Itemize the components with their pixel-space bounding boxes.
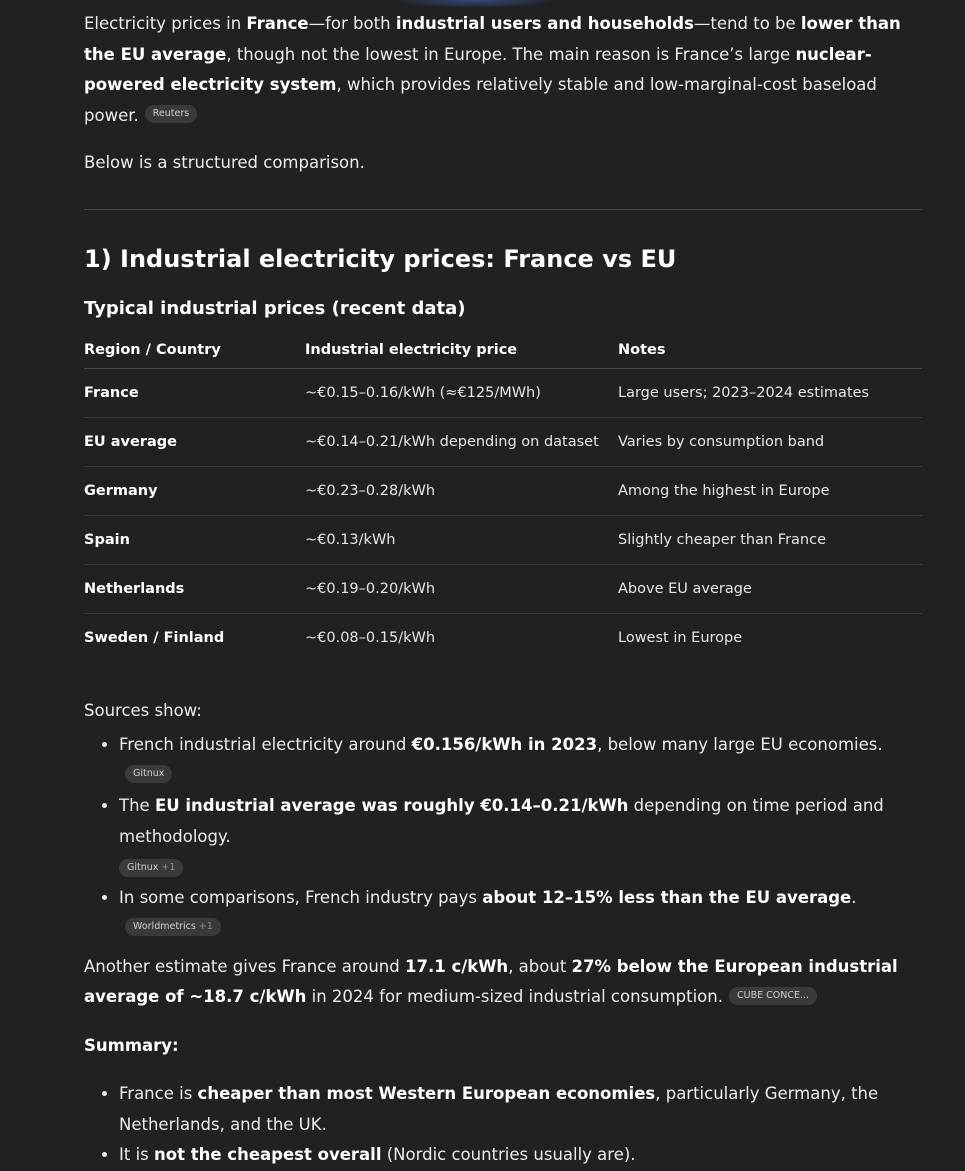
table-row	[84, 417, 922, 466]
list-item: • In some comparisons, French industry pays about 12–15% less than the EU average.Worldmetrics +1	[119, 883, 922, 944]
cell-notes: Among the highest in Europe	[618, 466, 922, 515]
table-header: Region / Country	[84, 332, 305, 369]
list-item: • France is cheaper than most Western European economies, particularly Germany, the Netherlands, and the UK.	[119, 1079, 922, 1140]
cell-price: ~€0.19–0.20/kWh	[305, 564, 618, 613]
cell-region: EU average	[84, 417, 305, 466]
citation-worldmetrics[interactable]: Worldmetrics +1	[125, 918, 221, 936]
citation-gitnux-more[interactable]: Gitnux +1	[119, 859, 183, 877]
cell-notes: Varies by consumption band	[618, 417, 922, 466]
another-estimate-paragraph: Another estimate gives France around 17.1 c/kWh, about 27% below the European industrial average of ~18.7 c/kWh in 2024 for medium-sized industrial consumption. CUBE CONCE...	[84, 956, 898, 1006]
cell-price: ~€0.13/kWh	[305, 515, 618, 564]
cell-region: Germany	[84, 466, 305, 515]
sources-label: Sources show:	[84, 700, 202, 720]
cell-notes: Large users; 2023–2024 estimates	[618, 368, 922, 417]
sources-list	[84, 730, 922, 944]
cell-notes: Lowest in Europe	[618, 629, 743, 646]
below-text: Below is a structured comparison.	[84, 153, 365, 172]
cell-region: Spain	[84, 515, 305, 564]
table-header: Industrial electricity price	[305, 332, 618, 369]
message-content	[84, 0, 922, 1171]
citation-gitnux[interactable]: Gitnux	[125, 765, 172, 783]
table-row	[84, 515, 922, 564]
table-header-row	[84, 332, 922, 369]
citation-reuters[interactable]: Reuters	[145, 105, 197, 123]
cell-region: Netherlands	[84, 564, 305, 613]
cell-price: ~€0.23–0.28/kWh	[305, 466, 618, 515]
cell-region: France	[84, 368, 305, 417]
cell-notes: Above EU average	[618, 564, 922, 613]
table-row	[84, 466, 922, 515]
summary-label: Summary:	[84, 1035, 179, 1055]
cell-region: Sweden / Finland	[84, 629, 225, 646]
summary-list	[84, 1079, 922, 1171]
citation-cube[interactable]: CUBE CONCE...	[729, 987, 817, 1005]
cell-price: ~€0.15–0.16/kWh (≈€125/MWh)	[305, 368, 618, 417]
table-row	[84, 564, 922, 613]
cell-notes: Slightly cheaper than France	[618, 515, 922, 564]
list-item: • French industrial electricity around €0.156/kWh in 2023, below many large EU economies.Gitnux	[119, 730, 922, 791]
cell-price: ~€0.14–0.21/kWh depending on dataset	[305, 417, 618, 466]
table-row	[84, 613, 922, 662]
section-heading: 1) Industrial electricity prices: France vs EU	[84, 244, 677, 273]
sub-heading: Typical industrial prices (recent data)	[84, 297, 466, 319]
list-item: • It is not the cheapest overall (Nordic countries usually are).	[119, 1140, 922, 1171]
intro-paragraph: Electricity prices in France—for both industrial users and households—tend to be lower than the EU average, though not the lowest in Europe. The main reason is France’s large nuclear-powered electricity system, which provides relatively stable and low-marginal-cost baseload power. Reuters	[84, 14, 901, 125]
divider	[84, 209, 922, 210]
table-header: Notes	[618, 332, 922, 369]
price-table	[84, 332, 922, 662]
table-row	[84, 368, 922, 417]
list-item: • The EU industrial average was roughly €0.14–0.21/kWh depending on time period and methodology. Gitnux +1	[119, 791, 922, 883]
cell-price: ~€0.08–0.15/kWh	[305, 629, 436, 646]
